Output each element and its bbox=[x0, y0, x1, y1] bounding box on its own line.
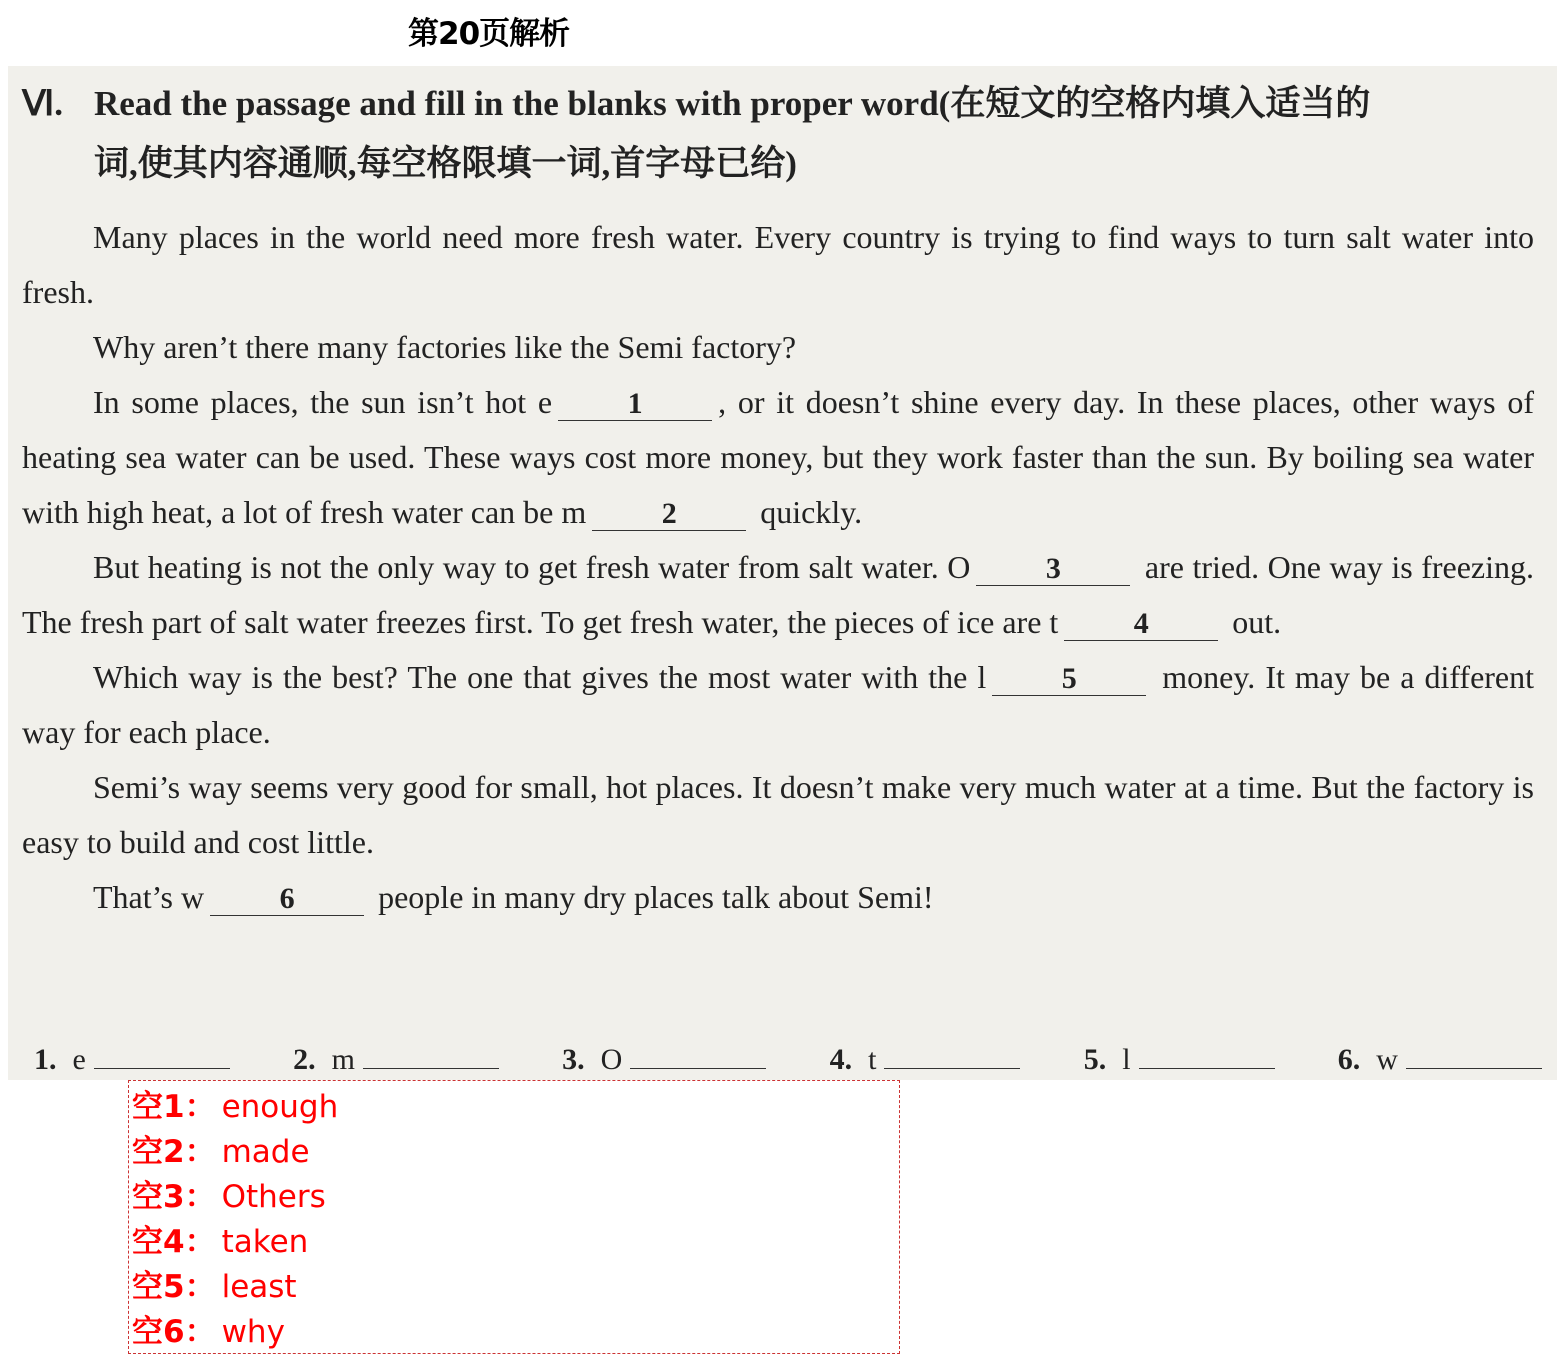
answer-blank-5[interactable] bbox=[1084, 1036, 1275, 1084]
paragraph-4 bbox=[22, 540, 1534, 650]
answer-underline[interactable] bbox=[884, 1038, 1020, 1069]
paragraph-6 bbox=[22, 760, 1534, 870]
passage-text: , or it doesn’t shine every day. In these places, other ways of heating sea water can be used. These ways cost more money, but they work faster than the sun. By boiling sea water with high heat, a lot of fresh water can be m bbox=[22, 384, 1535, 530]
blank-4[interactable]: 4 bbox=[1064, 608, 1218, 641]
answer-blank-2[interactable] bbox=[293, 1036, 499, 1084]
passage-text: Semi’s way seems very good for small, hot places. It doesn’t make very much water at a time. But the factory is easy to build and cost little. bbox=[22, 769, 1534, 860]
passage-text: Why aren’t there many factories like the Semi factory? bbox=[93, 329, 797, 365]
blank-1[interactable]: 1 bbox=[558, 388, 712, 421]
answer-key-value: least bbox=[221, 1269, 297, 1305]
answer-number: 1. bbox=[34, 1043, 57, 1076]
answer-blank-6[interactable] bbox=[1338, 1036, 1542, 1084]
answer-initial: O bbox=[600, 1043, 623, 1076]
answer-blanks-row bbox=[34, 1036, 1542, 1084]
answer-key-row bbox=[132, 1310, 285, 1355]
passage-text: In some places, the sun isn’t hot e bbox=[93, 384, 553, 420]
instruction-line-2: 词,使其内容通顺,每空格限填一词,首字母已给) bbox=[94, 144, 797, 183]
blank-3[interactable]: 3 bbox=[976, 553, 1130, 586]
answer-underline[interactable] bbox=[1406, 1038, 1542, 1069]
blank-2[interactable]: 2 bbox=[592, 498, 746, 531]
answer-blank-1[interactable] bbox=[34, 1036, 230, 1084]
answer-key-label: 空6： bbox=[132, 1314, 216, 1350]
passage-text: out. bbox=[1232, 604, 1282, 640]
answer-key-row bbox=[132, 1130, 310, 1175]
answer-key-value: taken bbox=[221, 1224, 309, 1260]
answer-key-label: 空2： bbox=[132, 1134, 216, 1170]
paragraph-1 bbox=[22, 210, 1534, 320]
page-title: 第20页解析 bbox=[408, 16, 570, 52]
passage bbox=[22, 210, 1534, 925]
answer-initial: w bbox=[1376, 1043, 1398, 1076]
answer-key-value: Others bbox=[221, 1179, 326, 1215]
passage-text: Many places in the world need more fresh water. Every country is trying to find ways to turn salt water into fresh. bbox=[22, 219, 1534, 310]
answer-underline[interactable] bbox=[94, 1038, 230, 1069]
passage-text: quickly. bbox=[760, 494, 863, 530]
answer-blank-4[interactable] bbox=[830, 1036, 1021, 1084]
answer-number: 2. bbox=[293, 1043, 316, 1076]
answer-key-value: made bbox=[221, 1134, 310, 1170]
instruction-line-1: Read the passage and fill in the blanks with proper word(在短文的空格内填入适当的 bbox=[94, 84, 1371, 123]
paragraph-5 bbox=[22, 650, 1534, 760]
passage-text: money. It may be a different way for each place. bbox=[22, 659, 1535, 750]
answer-initial: l bbox=[1122, 1043, 1131, 1076]
answer-underline[interactable] bbox=[630, 1038, 766, 1069]
answer-blank-3[interactable] bbox=[562, 1036, 766, 1084]
answer-initial: m bbox=[331, 1043, 355, 1076]
paragraph-3 bbox=[22, 375, 1534, 540]
blank-6[interactable]: 6 bbox=[210, 883, 364, 916]
passage-text: are tried. One way is freezing. The fresh part of salt water freezes first. To get fresh water, the pieces of ice are t bbox=[22, 549, 1535, 640]
exercise-heading bbox=[22, 74, 1542, 194]
answer-key-label: 空3： bbox=[132, 1179, 216, 1215]
blank-5[interactable]: 5 bbox=[992, 663, 1146, 696]
paragraph-7 bbox=[22, 870, 1534, 925]
answer-key-label: 空1： bbox=[132, 1089, 216, 1125]
answer-key-value: enough bbox=[221, 1089, 339, 1125]
passage-text: That’s w bbox=[93, 879, 205, 915]
answer-initial: e bbox=[72, 1043, 86, 1076]
answer-number: 4. bbox=[829, 1043, 853, 1076]
passage-text: But heating is not the only way to get fresh water from salt water. O bbox=[93, 549, 971, 585]
exercise-number: Ⅵ. bbox=[22, 84, 64, 123]
answer-key-row bbox=[132, 1220, 308, 1265]
answer-key-label: 空4： bbox=[132, 1224, 216, 1260]
answer-key-value: why bbox=[221, 1314, 285, 1350]
answer-key-label: 空5： bbox=[132, 1269, 216, 1305]
answer-key-row bbox=[132, 1085, 338, 1130]
passage-text: Which way is the best? The one that gives the most water with the l bbox=[93, 659, 987, 695]
paragraph-2 bbox=[22, 320, 1534, 375]
passage-text: people in many dry places talk about Semi! bbox=[378, 879, 934, 915]
answer-number: 3. bbox=[562, 1043, 585, 1076]
answer-number: 6. bbox=[1337, 1043, 1361, 1076]
answer-underline[interactable] bbox=[363, 1038, 499, 1069]
answer-number: 5. bbox=[1083, 1043, 1107, 1076]
answer-key-row bbox=[132, 1175, 326, 1220]
answer-key-row bbox=[132, 1265, 297, 1310]
answer-underline[interactable] bbox=[1139, 1038, 1275, 1069]
answer-initial: t bbox=[868, 1043, 877, 1076]
